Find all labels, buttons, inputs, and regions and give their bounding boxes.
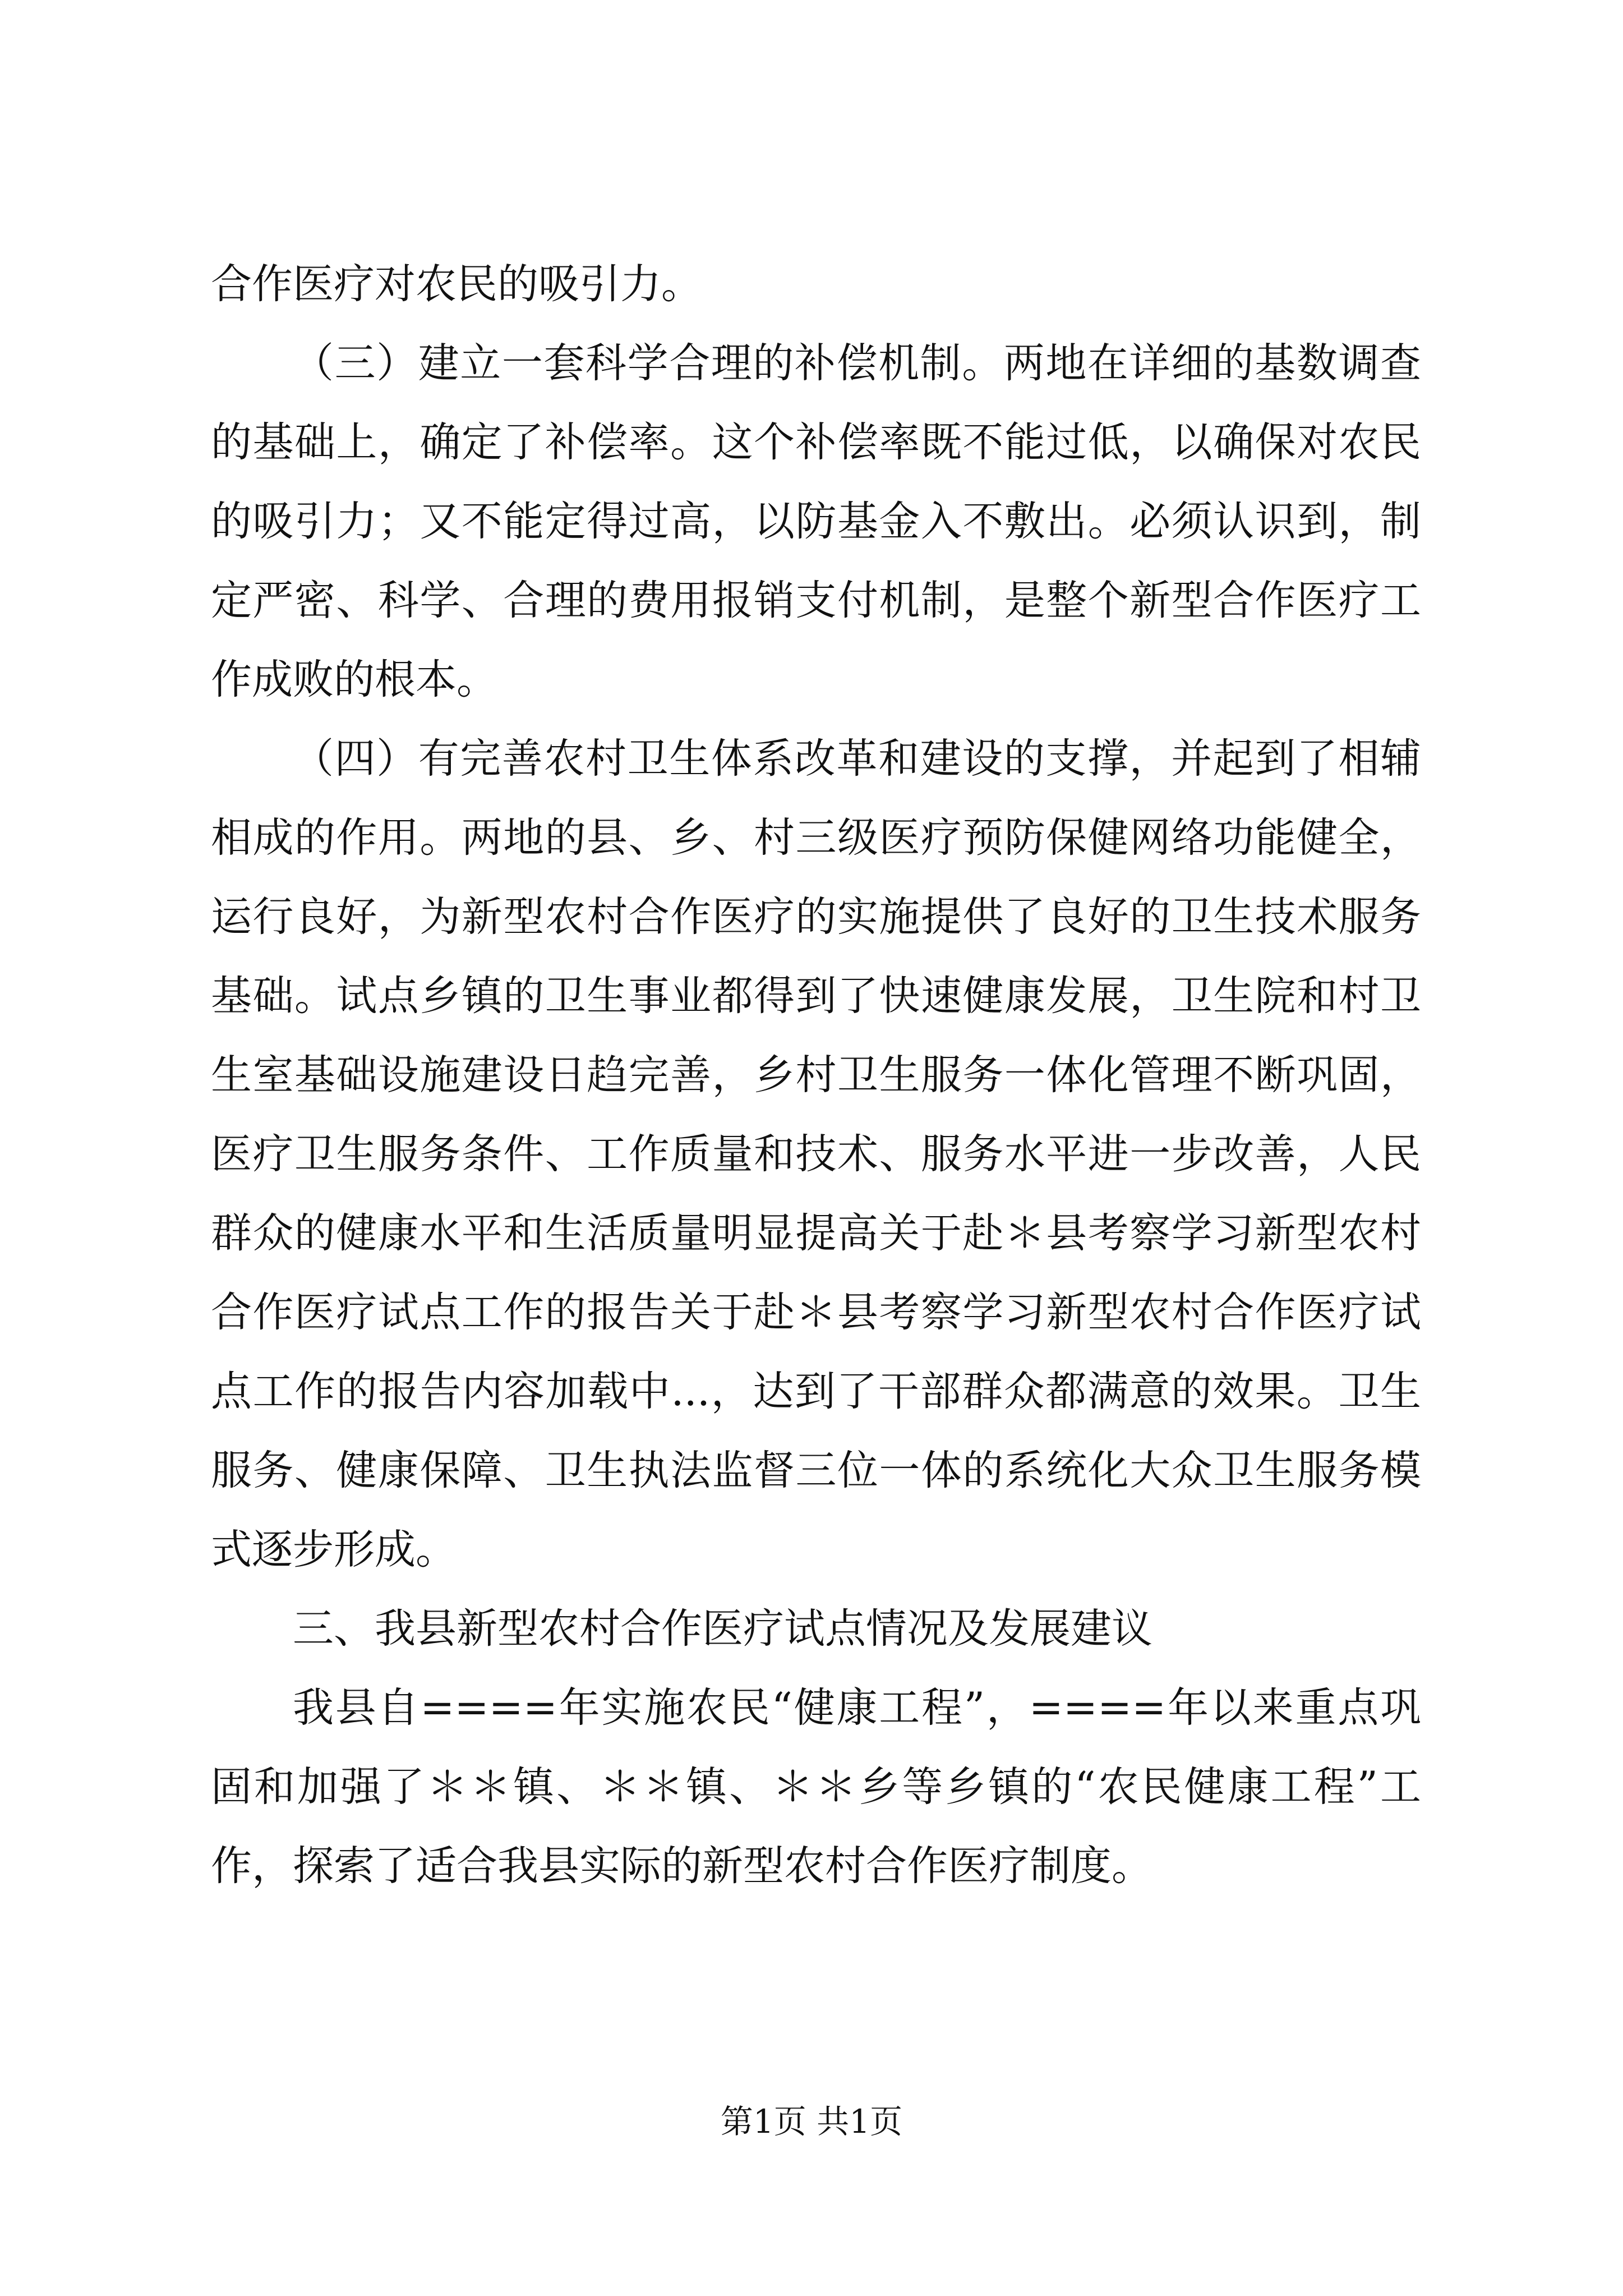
section-heading: 三、我县新型农村合作医疗试点情况及发展建议 [293,1605,1152,1653]
paragraph-compensation-mechanism: （三）建立一套科学合理的补偿机制。两地在详细的基数调查的基础上，确定了补偿率。这个补偿率既不能过低，以确保对农民的吸引力；又不能定得过高，以防基金入不敷出。必须认识到，制定严密、科学、合理的费用报销支付机制，是整个新型合作医疗工作成败的根本。 [211,339,1421,703]
paragraph-continuation: 合作医疗对农民的吸引力。 [211,260,702,308]
document-body [211,245,1421,1906]
page-footer: 第1页 共1页 [720,2102,903,2141]
paragraph-county-pilot: 我县自====年实施农民“健康工程”，====年以来重点巩固和加强了＊＊镇、＊＊镇、＊＊乡等乡镇的“农民健康工程”工作，探索了适合我县实际的新型农村合作医疗制度。 [211,1684,1421,1890]
paragraph-rural-health-system: （四）有完善农村卫生体系改革和建设的支撑，并起到了相辅相成的作用。两地的县、乡、村三级医疗预防保健网络功能健全，运行良好，为新型农村合作医疗的实施提供了良好的卫生技术服务基础。试点乡镇的卫生事业都得到了快速健康发展，卫生院和村卫生室基础设施建设日趋完善，乡村卫生服务一体化管理不断巩固，医疗卫生服务条件、工作质量和技术、服务水平进一步改善，人民群众的健康水平和生活质量明显提高关于赴＊县考察学习新型农村合作医疗试点工作的报告关于赴＊县考察学习新型农村合作医疗试点工作的报告内容加载中...，达到了干部群众都满意的效果。卫生服务、健康保障、卫生执法监督三位一体的系统化大众卫生服务模式逐步形成。 [211,735,1421,1573]
